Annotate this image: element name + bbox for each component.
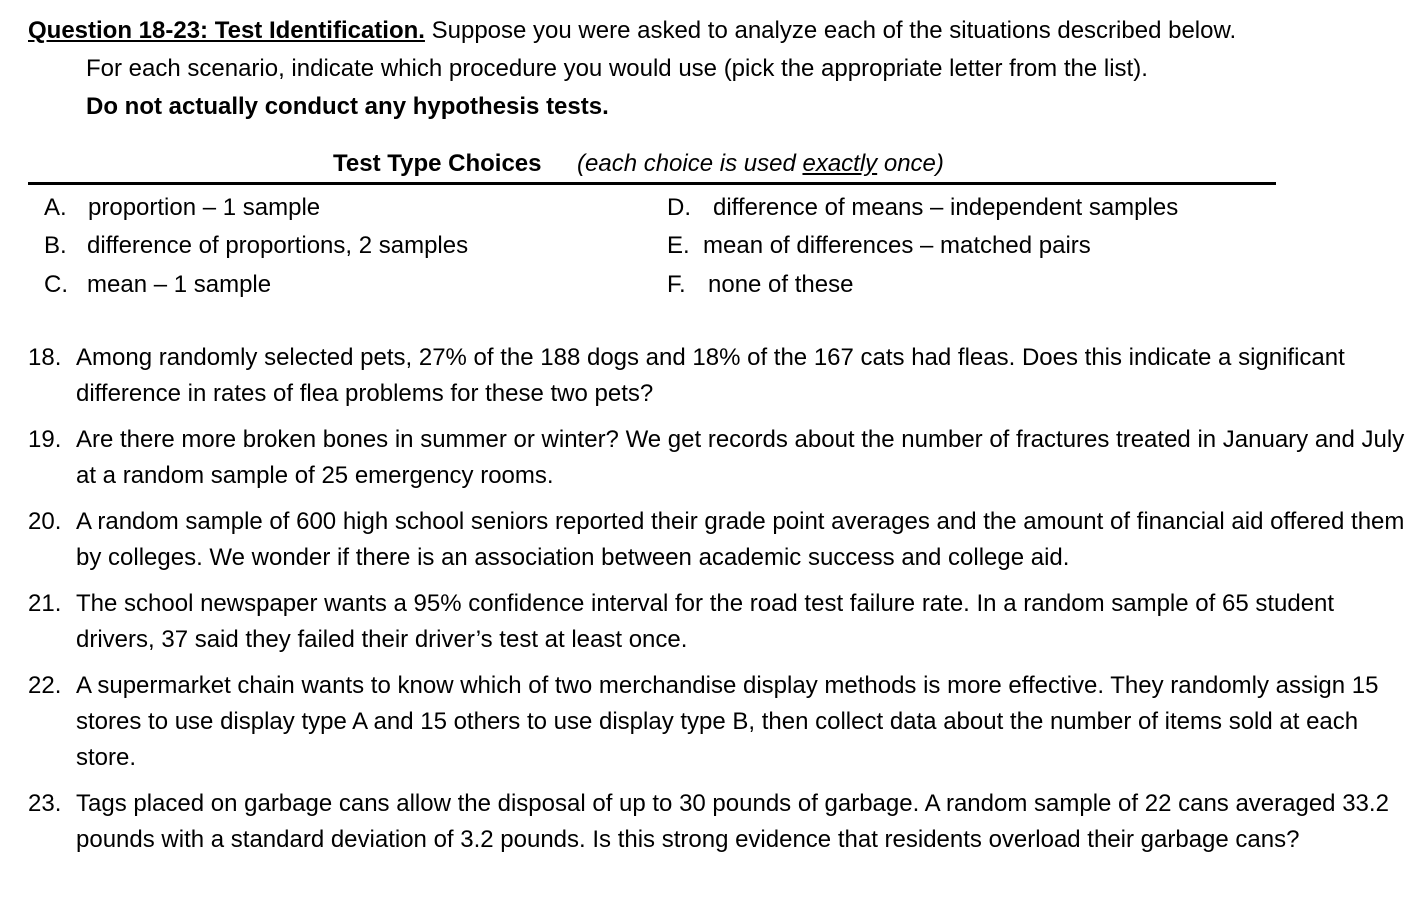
choice-text: difference of means – independent samples bbox=[713, 194, 1179, 221]
choices-title-bar bbox=[28, 148, 1276, 185]
question-23 bbox=[28, 786, 1408, 858]
question-text: Are there more broken bones in summer or winter? We get records about the number of fractures treated in January and July at a random sample of 25 emergency rooms. bbox=[76, 426, 1405, 489]
choice-letter: D. bbox=[667, 194, 691, 221]
question-text: A random sample of 600 high school seniors reported their grade point averages and the amount of financial aid offered them by colleges. We wonder if there is an association between academic success and college aid. bbox=[76, 508, 1405, 571]
choice-c bbox=[44, 270, 271, 300]
question-text: A supermarket chain wants to know which of two merchandise display methods is more effective. They randomly assign 15 stores to use display type A and 15 others to use display type B, then collect data about the number of items sold at each store. bbox=[76, 672, 1379, 771]
header-intro: Suppose you were asked to analyze each of the situations described below. bbox=[431, 17, 1237, 44]
question-text: The school newspaper wants a 95% confidence interval for the road test failure rate. In a random sample of 65 student drivers, 37 said they failed their driver’s test at least once. bbox=[76, 590, 1335, 653]
choice-text: difference of proportions, 2 samples bbox=[87, 232, 469, 259]
choice-text: none of these bbox=[708, 271, 854, 298]
choice-letter: A. bbox=[44, 194, 67, 221]
question-number: 18. bbox=[28, 344, 62, 371]
choice-f bbox=[667, 270, 853, 300]
choice-text: proportion – 1 sample bbox=[88, 194, 321, 221]
question-text: Tags placed on garbage cans allow the disposal of up to 30 pounds of garbage. A random sample of 22 cans averaged 33.2 pounds with a standard deviation of 3.2 pounds. Is this strong evidence that residents overload their garbage cans? bbox=[76, 790, 1389, 853]
question-number: 23. bbox=[28, 790, 62, 817]
choice-letter: B. bbox=[44, 232, 67, 259]
question-number: 21. bbox=[28, 590, 62, 617]
question-20 bbox=[28, 504, 1408, 576]
question-number: 20. bbox=[28, 508, 62, 535]
question-21 bbox=[28, 586, 1408, 658]
question-19 bbox=[28, 422, 1408, 494]
choice-text: mean of differences – matched pairs bbox=[703, 232, 1091, 259]
question-list bbox=[28, 340, 1408, 868]
header-instruction: For each scenario, indicate which procedure you would use (pick the appropriate letter from the list). bbox=[86, 55, 1148, 82]
choice-letter: C. bbox=[44, 271, 68, 298]
question-18 bbox=[28, 340, 1408, 412]
choice-b bbox=[44, 231, 468, 261]
question-22 bbox=[28, 668, 1408, 776]
choice-letter: F. bbox=[667, 271, 686, 298]
choices-note-suffix: once) bbox=[877, 150, 944, 177]
question-label: Question 18-23: Test Identification. bbox=[28, 17, 425, 44]
header-warning: Do not actually conduct any hypothesis tests. bbox=[86, 93, 609, 120]
choice-letter: E. bbox=[667, 232, 690, 259]
choices-note-emphasis: exactly bbox=[802, 150, 878, 177]
header-line bbox=[28, 12, 1398, 50]
choice-a bbox=[44, 193, 320, 223]
choices-title: Test Type Choices bbox=[333, 150, 542, 177]
question-number: 22. bbox=[28, 672, 62, 699]
choice-text: mean – 1 sample bbox=[87, 271, 272, 298]
question-header bbox=[28, 12, 1398, 126]
choices-note bbox=[577, 150, 944, 178]
choice-d bbox=[667, 193, 1178, 223]
choice-e bbox=[667, 231, 1091, 261]
question-text: Among randomly selected pets, 27% of the 188 dogs and 18% of the 167 cats had fleas. Does this indicate a significant difference in rates of flea problems for these two pets? bbox=[76, 344, 1345, 407]
choices-note-prefix: (each choice is used bbox=[577, 150, 803, 177]
question-number: 19. bbox=[28, 426, 62, 453]
